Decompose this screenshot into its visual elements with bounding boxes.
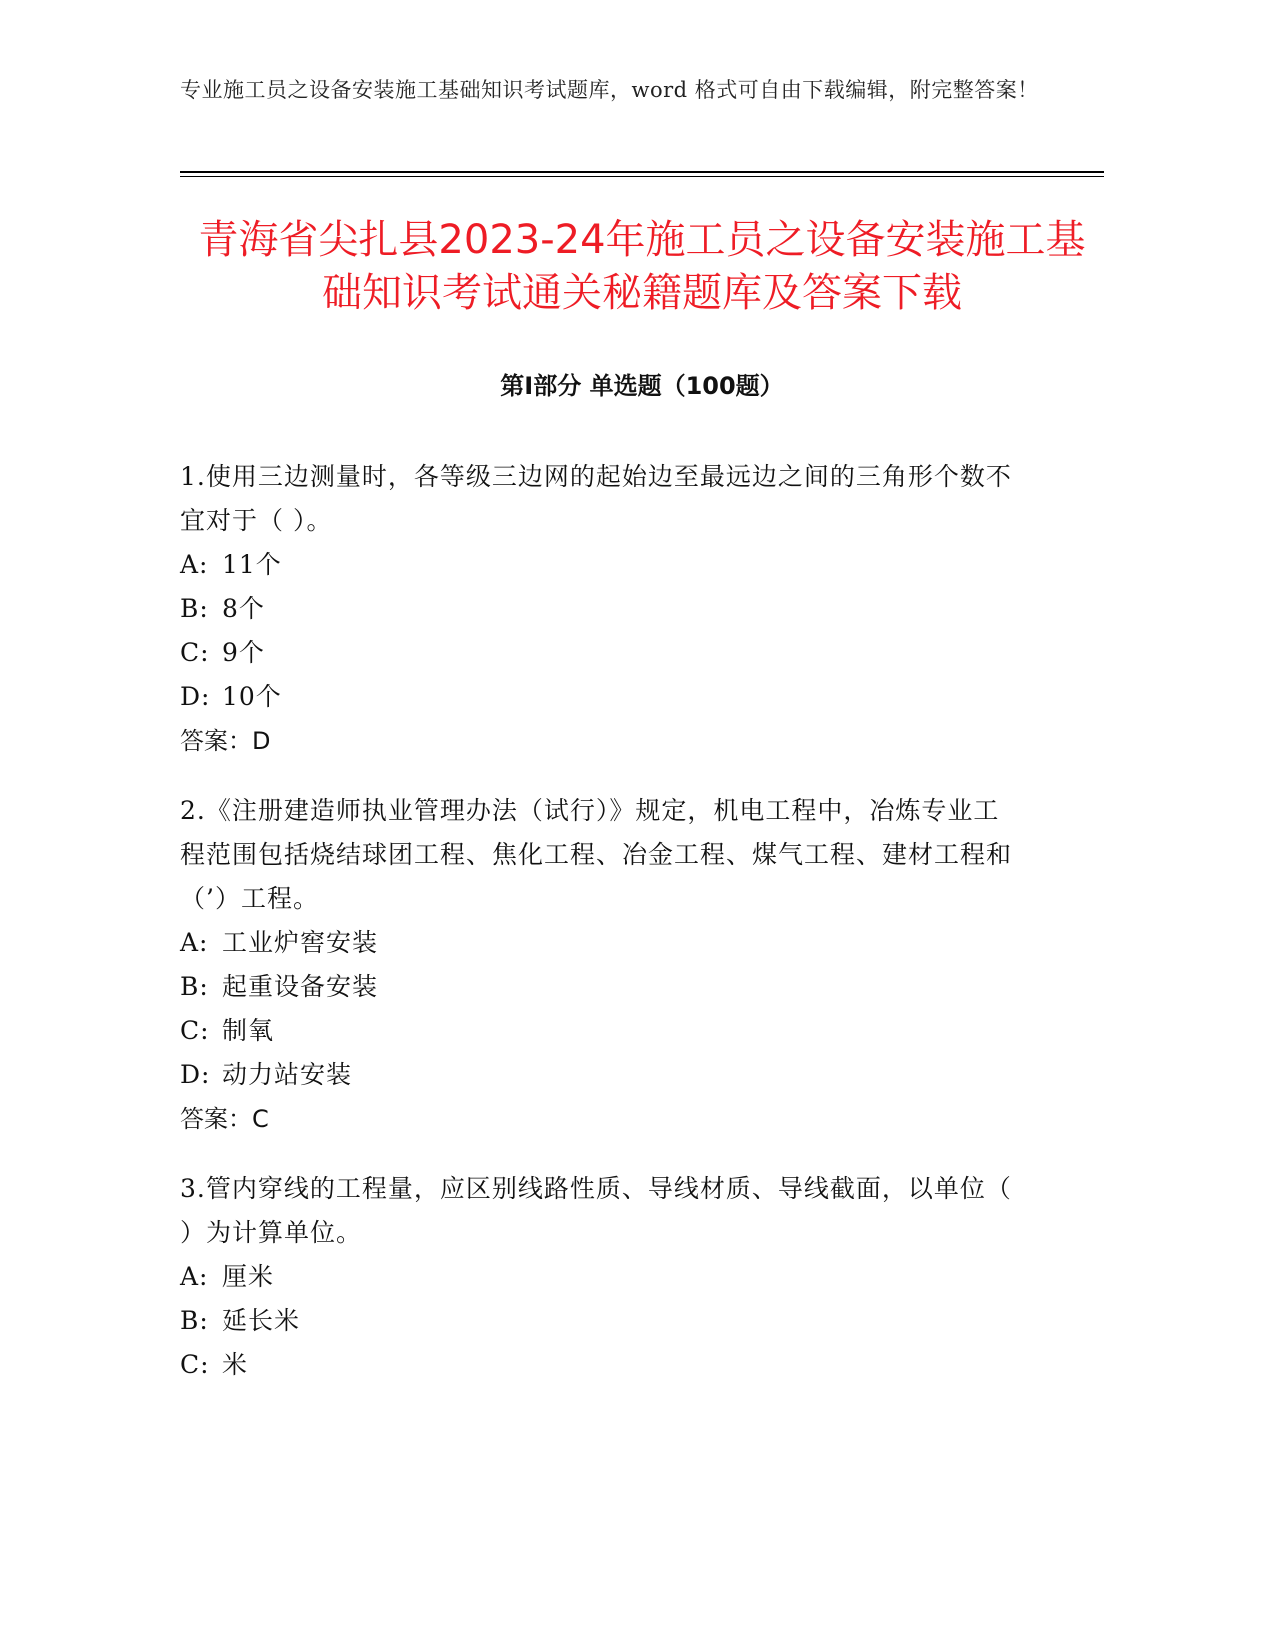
- question-text: 1.使用三边测量时，各等级三边网的起始边至最远边之间的三角形个数不宜对于（ ）。: [180, 462, 1012, 535]
- option-b: [180, 1299, 1020, 1343]
- option-key: D:: [180, 1060, 211, 1089]
- option-value: 11个: [222, 550, 282, 579]
- answer: 答案：D: [180, 727, 271, 755]
- answer: 答案：C: [180, 1105, 269, 1133]
- question-2: [180, 789, 1020, 1141]
- option-c: [180, 1343, 1020, 1387]
- option-value: 动力站安装: [222, 1060, 353, 1089]
- option-value: 米: [222, 1350, 249, 1379]
- option-key: D:: [180, 682, 211, 711]
- header-divider-thin: [180, 176, 1104, 177]
- option-b: [180, 965, 1020, 1009]
- option-a: [180, 921, 1020, 965]
- question-1: [180, 455, 1020, 763]
- option-c: [180, 1009, 1020, 1053]
- question-text: 2.《注册建造师执业管理办法（试行）》规定，机电工程中，冶炼专业工程范围包括烧结球团工程、焦化工程、冶金工程、煤气工程、建材工程和（’）工程。: [180, 796, 1013, 913]
- option-key: A:: [180, 1262, 209, 1291]
- option-c: [180, 631, 1020, 675]
- section-title: 第Ⅰ部分 单选题（100题）: [500, 372, 784, 400]
- option-value: 起重设备安装: [222, 972, 379, 1001]
- option-key: C:: [180, 1016, 210, 1045]
- option-a: [180, 543, 1020, 587]
- option-key: B:: [180, 1306, 209, 1335]
- option-value: 制氧: [222, 1016, 275, 1045]
- option-a: [180, 1255, 1020, 1299]
- question-3: [180, 1167, 1020, 1387]
- header-divider-thick: [180, 171, 1104, 173]
- option-key: B:: [180, 972, 209, 1001]
- option-b: [180, 587, 1020, 631]
- option-value: 10个: [222, 682, 282, 711]
- header-note: 专业施工员之设备安装施工基础知识考试题库，word 格式可自由下载编辑，附完整答案！: [180, 78, 1039, 102]
- option-d: [180, 1053, 1020, 1097]
- option-key: C:: [180, 638, 210, 667]
- question-list: [180, 455, 1020, 1413]
- option-d: [180, 675, 1020, 719]
- document-title: 青海省尖扎县2023-24年施工员之设备安装施工基础知识考试通关秘籍题库及答案下载: [198, 217, 1086, 316]
- option-key: A:: [180, 550, 209, 579]
- option-value: 8个: [222, 594, 265, 623]
- option-value: 工业炉窖安装: [222, 928, 379, 957]
- question-text: 3.管内穿线的工程量，应区别线路性质、导线材质、导线截面，以单位（ ）为计算单位。: [180, 1174, 1012, 1247]
- option-value: 厘米: [222, 1262, 275, 1291]
- option-key: B:: [180, 594, 209, 623]
- option-key: C:: [180, 1350, 210, 1379]
- option-key: A:: [180, 928, 209, 957]
- option-value: 9个: [222, 638, 265, 667]
- option-value: 延长米: [222, 1306, 301, 1335]
